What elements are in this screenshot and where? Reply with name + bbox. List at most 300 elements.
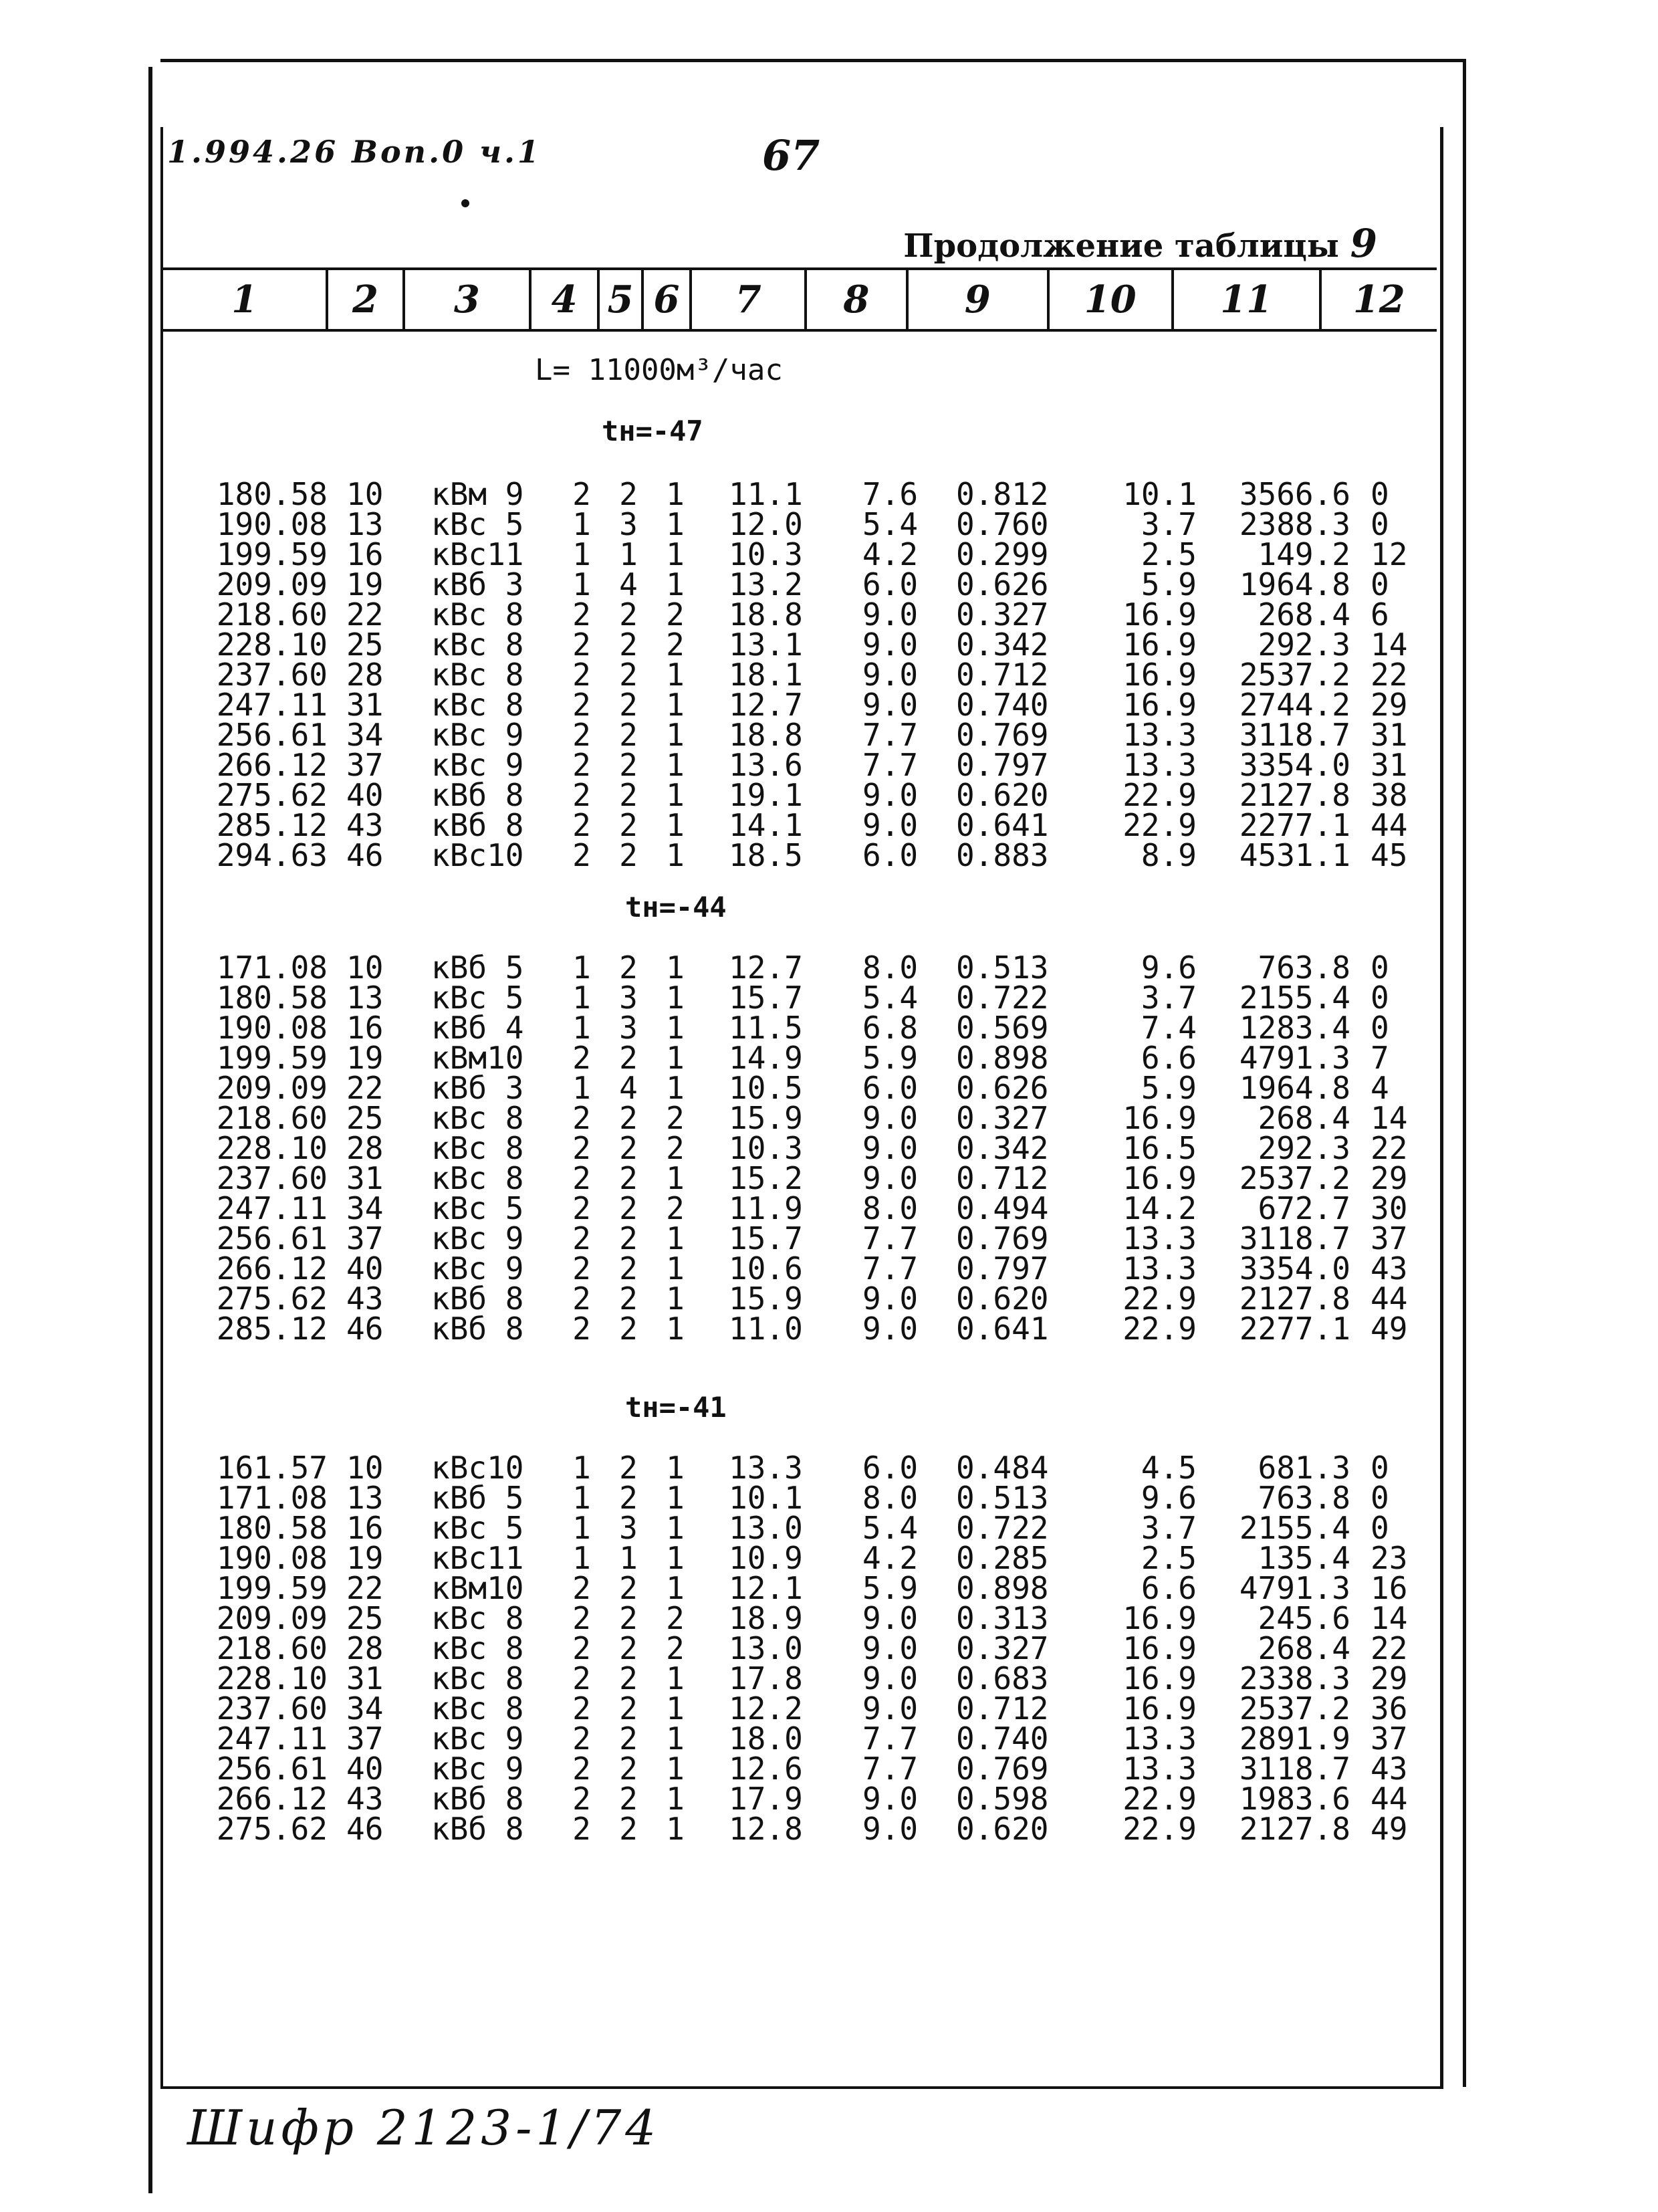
table-cell: 2 xyxy=(619,747,638,783)
table-cell: 14.2 xyxy=(1122,1190,1197,1226)
table-cell: 16 xyxy=(346,1010,384,1046)
table-cell: 1983.6 xyxy=(1239,1781,1350,1817)
table-cell: кВб 5 xyxy=(431,950,524,986)
table-cell: 1 xyxy=(572,980,591,1016)
table-cell: 0.620 xyxy=(956,1811,1049,1847)
table-cell: 1 xyxy=(572,950,591,986)
table-cell: 1 xyxy=(666,1311,685,1347)
table-cell: 2537.2 xyxy=(1239,1160,1350,1196)
table-cell: 2 xyxy=(619,837,638,873)
table-row xyxy=(201,1630,1417,1666)
table-cell: 190.08 xyxy=(216,506,328,542)
table-cell: 7.7 xyxy=(862,1220,919,1256)
table-cell: 9.0 xyxy=(862,1281,919,1317)
table-cell: кВс 9 xyxy=(431,1250,524,1287)
table-cell: 8.9 xyxy=(1141,837,1197,873)
table-cell: 0.769 xyxy=(956,1751,1049,1787)
table-cell: 1 xyxy=(666,1570,685,1606)
table-cell: 40 xyxy=(346,1751,384,1787)
table-cell: 25 xyxy=(346,1100,384,1136)
table-cell: 2 xyxy=(619,1600,638,1636)
table-cell: 23 xyxy=(1371,1540,1408,1576)
table-cell: 37 xyxy=(346,1220,384,1256)
table-cell: 18.1 xyxy=(729,657,803,693)
column-header: 12 xyxy=(1352,278,1405,322)
table-row xyxy=(201,1600,1417,1636)
table-cell: 0.513 xyxy=(956,1480,1049,1516)
table-cell: 10.3 xyxy=(729,1130,803,1166)
table-row xyxy=(201,747,1417,783)
table-cell: кВб 8 xyxy=(431,1811,524,1847)
table-cell: 22.9 xyxy=(1122,807,1197,843)
table-cell: 18.0 xyxy=(729,1721,803,1757)
ink-speck xyxy=(461,199,469,207)
table-cell: 0.712 xyxy=(956,1690,1049,1727)
table-cell: 1 xyxy=(666,657,685,693)
table-cell: 763.8 xyxy=(1258,950,1350,986)
table-cell: 2 xyxy=(572,1160,591,1196)
table-cell: 4 xyxy=(619,1070,638,1106)
table-cell: 1 xyxy=(666,1250,685,1287)
table-cell: кВс 8 xyxy=(431,1690,524,1727)
table-cell: 2 xyxy=(619,1811,638,1847)
table-cell: 9.0 xyxy=(862,1781,919,1817)
table-cell: кВс 8 xyxy=(431,1160,524,1196)
table-cell: 2 xyxy=(619,1281,638,1317)
table-cell: кВб 8 xyxy=(431,1281,524,1317)
table-cell: 228.10 xyxy=(216,1130,328,1166)
table-cell: 19.1 xyxy=(729,777,803,813)
continuation-title-text: Продолжение таблицы xyxy=(903,227,1339,265)
table-cell: кВс 9 xyxy=(431,1220,524,1256)
table-cell: 2 xyxy=(572,476,591,512)
table-cell: 3118.7 xyxy=(1239,717,1350,753)
airflow-label: L= 11000м³/час xyxy=(535,353,783,387)
table-cell: 17.9 xyxy=(729,1781,803,1817)
table-cell: кВс 5 xyxy=(431,980,524,1016)
table-cell: 0 xyxy=(1371,1510,1389,1546)
table-cell: 2 xyxy=(619,777,638,813)
table-cell: 14.1 xyxy=(729,807,803,843)
table-cell: 37 xyxy=(346,747,384,783)
table-cell: 13 xyxy=(346,980,384,1016)
table-cell: 5.4 xyxy=(862,506,919,542)
table-cell: 5.9 xyxy=(862,1570,919,1606)
table-cell: 3118.7 xyxy=(1239,1220,1350,1256)
table-cell: 1283.4 xyxy=(1239,1010,1350,1046)
table-cell: 13.6 xyxy=(729,747,803,783)
table-cell: 44 xyxy=(1371,807,1408,843)
table-cell: 15.9 xyxy=(729,1281,803,1317)
table-cell: 266.12 xyxy=(216,747,328,783)
table-cell: 13.3 xyxy=(1122,1721,1197,1757)
table-cell: 2 xyxy=(572,777,591,813)
page-number: 67 xyxy=(762,131,820,180)
table-cell: 0.626 xyxy=(956,566,1049,602)
table-cell: 14 xyxy=(1371,1100,1408,1136)
table-cell: 2 xyxy=(572,596,591,633)
table-cell: 1 xyxy=(666,1281,685,1317)
table-cell: 3354.0 xyxy=(1239,747,1350,783)
table-cell: 22 xyxy=(1371,1130,1408,1166)
table-cell: 2537.2 xyxy=(1239,1690,1350,1727)
table-cell: 10 xyxy=(346,1450,384,1486)
column-header: 6 xyxy=(644,270,693,329)
table-cell: 2 xyxy=(572,1721,591,1757)
table-cell: 2 xyxy=(619,1630,638,1666)
table-cell: 49 xyxy=(1371,1811,1408,1847)
table-cell: 1 xyxy=(666,807,685,843)
table-cell: 7.7 xyxy=(862,1250,919,1287)
table-cell: 11.5 xyxy=(729,1010,803,1046)
table-cell: 46 xyxy=(346,1811,384,1847)
table-row xyxy=(201,837,1417,873)
table-cell: 2 xyxy=(666,627,685,663)
table-cell: 14 xyxy=(1371,1600,1408,1636)
table-cell: 0.883 xyxy=(956,837,1049,873)
table-cell: 12 xyxy=(1371,536,1408,572)
table-cell: 2 xyxy=(666,1630,685,1666)
table-cell: 0.797 xyxy=(956,747,1049,783)
table-cell: 34 xyxy=(346,1690,384,1727)
table-cell: 10.3 xyxy=(729,536,803,572)
table-cell: 7.4 xyxy=(1141,1010,1197,1046)
table-cell: 247.11 xyxy=(216,687,328,723)
table-cell: 3.7 xyxy=(1141,980,1197,1016)
table-cell: 29 xyxy=(1371,1660,1408,1696)
table-cell: 4531.1 xyxy=(1239,837,1350,873)
table-cell: 10 xyxy=(346,476,384,512)
table-cell: 209.09 xyxy=(216,566,328,602)
table-cell: 2 xyxy=(619,807,638,843)
table-cell: кВс10 xyxy=(431,837,524,873)
table-cell: 13 xyxy=(346,1480,384,1516)
continuation-title xyxy=(903,221,1377,266)
table-cell: 2 xyxy=(666,1130,685,1166)
table-cell: 15.9 xyxy=(729,1100,803,1136)
table-cell: 16.9 xyxy=(1122,1100,1197,1136)
table-cell: 12.1 xyxy=(729,1570,803,1606)
table-cell: 9.0 xyxy=(862,1311,919,1347)
table-cell: 2 xyxy=(572,1190,591,1226)
table-cell: 4791.3 xyxy=(1239,1570,1350,1606)
table-cell: 0.641 xyxy=(956,807,1049,843)
table-cell: кВб 8 xyxy=(431,777,524,813)
table-cell: 2 xyxy=(619,1781,638,1817)
table-cell: 19 xyxy=(346,1540,384,1576)
table-cell: 2155.4 xyxy=(1239,980,1350,1016)
column-header: 1 xyxy=(163,270,328,329)
document-code: Шифр 2123-1/74 xyxy=(187,2100,661,2156)
table-cell: 0.769 xyxy=(956,717,1049,753)
table-cell: 2 xyxy=(666,1100,685,1136)
table-cell: 2 xyxy=(619,476,638,512)
table-cell: 218.60 xyxy=(216,596,328,633)
table-cell: 2744.2 xyxy=(1239,687,1350,723)
table-cell: 4.2 xyxy=(862,536,919,572)
table-cell: 13.0 xyxy=(729,1630,803,1666)
table-cell: 16 xyxy=(1371,1570,1408,1606)
table-cell: 2.5 xyxy=(1141,1540,1197,1576)
table-cell: 2127.8 xyxy=(1239,777,1350,813)
table-row xyxy=(201,1450,1417,1486)
table-cell: 2 xyxy=(572,1751,591,1787)
table-cell: 0.484 xyxy=(956,1450,1049,1486)
table-cell: 43 xyxy=(1371,1250,1408,1287)
table-cell: кВс 8 xyxy=(431,596,524,633)
table-cell: 40 xyxy=(346,1250,384,1287)
table-cell: 1 xyxy=(666,536,685,572)
table-cell: 22 xyxy=(346,1570,384,1606)
table-cell: 161.57 xyxy=(216,1450,328,1486)
table-cell: 1 xyxy=(666,777,685,813)
table-cell: 31 xyxy=(1371,747,1408,783)
table-cell: 16.5 xyxy=(1122,1130,1197,1166)
table-cell: 44 xyxy=(1371,1281,1408,1317)
table-cell: 6 xyxy=(1371,596,1389,633)
table-cell: 247.11 xyxy=(216,1190,328,1226)
table-cell: 9.0 xyxy=(862,657,919,693)
table-cell: 292.3 xyxy=(1258,1130,1350,1166)
table-cell: кВм10 xyxy=(431,1040,524,1076)
table-cell: 294.63 xyxy=(216,837,328,873)
table-row xyxy=(201,777,1417,813)
table-cell: 268.4 xyxy=(1258,1100,1350,1136)
table-cell: 0 xyxy=(1371,566,1389,602)
table-cell: кВб 8 xyxy=(431,807,524,843)
table-cell: 3.7 xyxy=(1141,1510,1197,1546)
table-cell: 2 xyxy=(619,1250,638,1287)
table-cell: 1 xyxy=(572,536,591,572)
table-row xyxy=(201,627,1417,663)
table-row xyxy=(201,1311,1417,1347)
table-cell: 2 xyxy=(619,1660,638,1696)
table-cell: 2155.4 xyxy=(1239,1510,1350,1546)
table-row xyxy=(201,1220,1417,1256)
table-cell: 1 xyxy=(666,1480,685,1516)
table-cell: 1 xyxy=(619,1540,638,1576)
table-cell: 0.683 xyxy=(956,1660,1049,1696)
table-cell: 2 xyxy=(572,1311,591,1347)
table-cell: 7.7 xyxy=(862,1721,919,1757)
table-cell: 1 xyxy=(666,476,685,512)
table-cell: 0.327 xyxy=(956,596,1049,633)
table-cell: 9.6 xyxy=(1141,1480,1197,1516)
table-cell: 0.342 xyxy=(956,1130,1049,1166)
table-cell: 2 xyxy=(666,1190,685,1226)
table-cell: 22 xyxy=(346,596,384,633)
table-cell: 2 xyxy=(572,627,591,663)
table-cell: 5.9 xyxy=(862,1040,919,1076)
table-cell: 9.0 xyxy=(862,687,919,723)
table-cell: 3354.0 xyxy=(1239,1250,1350,1287)
table-cell: 3118.7 xyxy=(1239,1751,1350,1787)
table-row xyxy=(201,950,1417,986)
table-cell: 13.3 xyxy=(1122,717,1197,753)
table-cell: 1 xyxy=(572,506,591,542)
table-cell: 2 xyxy=(619,627,638,663)
table-cell: 12.7 xyxy=(729,687,803,723)
table-cell: 218.60 xyxy=(216,1630,328,1666)
table-cell: 1 xyxy=(666,1070,685,1106)
table-cell: 1 xyxy=(572,1540,591,1576)
table-cell: 3566.6 xyxy=(1239,476,1350,512)
table-cell: 1 xyxy=(666,1690,685,1727)
table-cell: 37 xyxy=(346,1721,384,1757)
table-cell: 180.58 xyxy=(216,476,328,512)
table-cell: 1 xyxy=(666,1040,685,1076)
table-cell: 256.61 xyxy=(216,1220,328,1256)
table-cell: 1 xyxy=(666,506,685,542)
table-cell: 256.61 xyxy=(216,717,328,753)
table-row xyxy=(201,476,1417,512)
table-cell: 10.6 xyxy=(729,1250,803,1287)
table-cell: 13.3 xyxy=(1122,1220,1197,1256)
table-cell: кВс 9 xyxy=(431,747,524,783)
table-cell: 15.7 xyxy=(729,980,803,1016)
table-cell: 2891.9 xyxy=(1239,1721,1350,1757)
table-cell: 0.712 xyxy=(956,1160,1049,1196)
table-cell: 40 xyxy=(346,777,384,813)
column-header: 5 xyxy=(600,270,643,329)
table-cell: 199.59 xyxy=(216,1040,328,1076)
table-cell: 266.12 xyxy=(216,1250,328,1287)
table-cell: 228.10 xyxy=(216,1660,328,1696)
table-cell: 0 xyxy=(1371,506,1389,542)
table-cell: 1 xyxy=(666,1811,685,1847)
table-row xyxy=(201,1540,1417,1576)
table-cell: 2 xyxy=(572,1220,591,1256)
table-cell: кВс 8 xyxy=(431,657,524,693)
table-cell: 149.2 xyxy=(1258,536,1350,572)
table-cell: 0.898 xyxy=(956,1040,1049,1076)
table-cell: 0.494 xyxy=(956,1190,1049,1226)
table-cell: 763.8 xyxy=(1258,1480,1350,1516)
table-cell: 7.6 xyxy=(862,476,919,512)
table-cell: 2338.3 xyxy=(1239,1660,1350,1696)
table-cell: 2 xyxy=(572,807,591,843)
table-cell: 0.760 xyxy=(956,506,1049,542)
table-cell: 672.7 xyxy=(1258,1190,1350,1226)
table-cell: 16.9 xyxy=(1122,1600,1197,1636)
table-cell: 11.9 xyxy=(729,1190,803,1226)
table-cell: 0.569 xyxy=(956,1010,1049,1046)
table-cell: 199.59 xyxy=(216,1570,328,1606)
table-cell: кВб 4 xyxy=(431,1010,524,1046)
table-cell: 2 xyxy=(619,1190,638,1226)
table-cell: 2 xyxy=(572,1040,591,1076)
table-cell: 49 xyxy=(1371,1311,1408,1347)
table-cell: кВб 8 xyxy=(431,1781,524,1817)
table-cell: кВб 3 xyxy=(431,1070,524,1106)
column-header: 3 xyxy=(405,270,531,329)
table-cell: 135.4 xyxy=(1258,1540,1350,1576)
group-label: tн=-47 xyxy=(602,415,703,447)
table-cell: 9.0 xyxy=(862,807,919,843)
table-cell: 3 xyxy=(619,1010,638,1046)
table-cell: 2 xyxy=(572,837,591,873)
table-cell: 171.08 xyxy=(216,1480,328,1516)
table-cell: 19 xyxy=(346,1040,384,1076)
table-cell: 2 xyxy=(619,1040,638,1076)
table-cell: 7.7 xyxy=(862,747,919,783)
table-cell: 4.5 xyxy=(1141,1450,1197,1486)
table-cell: 4 xyxy=(1371,1070,1389,1106)
table-cell: 25 xyxy=(346,627,384,663)
table-number: 9 xyxy=(1350,221,1377,266)
table-cell: 0 xyxy=(1371,950,1389,986)
table-cell: 268.4 xyxy=(1258,596,1350,633)
table-cell: 2 xyxy=(619,657,638,693)
table-cell: 2 xyxy=(572,1690,591,1727)
table-cell: 245.6 xyxy=(1258,1600,1350,1636)
table-cell: 6.6 xyxy=(1141,1570,1197,1606)
table-cell: 1 xyxy=(666,1220,685,1256)
column-header: 2 xyxy=(328,270,404,329)
table-cell: 237.60 xyxy=(216,1160,328,1196)
table-cell: 34 xyxy=(346,1190,384,1226)
table-cell: 12.8 xyxy=(729,1811,803,1847)
table-cell: кВс 8 xyxy=(431,1600,524,1636)
table-cell: 8.0 xyxy=(862,950,919,986)
table-cell: 2 xyxy=(572,1100,591,1136)
table-cell: кВм10 xyxy=(431,1570,524,1606)
table-cell: 10.5 xyxy=(729,1070,803,1106)
table-cell: 12.6 xyxy=(729,1751,803,1787)
table-cell: 1 xyxy=(666,1450,685,1486)
group-label: tн=-41 xyxy=(625,1391,727,1424)
table-cell: 2 xyxy=(572,1570,591,1606)
table-row xyxy=(201,1660,1417,1696)
table-cell: 0 xyxy=(1371,1450,1389,1486)
table-cell: 2 xyxy=(619,1130,638,1166)
table-cell: 0 xyxy=(1371,980,1389,1016)
table-cell: 12.2 xyxy=(729,1690,803,1727)
table-row xyxy=(201,1480,1417,1516)
table-cell: 9.0 xyxy=(862,1811,919,1847)
table-row xyxy=(201,1510,1417,1546)
table-cell: 2 xyxy=(619,1311,638,1347)
table-cell: 16.9 xyxy=(1122,687,1197,723)
table-cell: 14.9 xyxy=(729,1040,803,1076)
table-cell: 16 xyxy=(346,1510,384,1546)
table-cell: 6.8 xyxy=(862,1010,919,1046)
table-cell: 2 xyxy=(619,1721,638,1757)
table-cell: 0.740 xyxy=(956,1721,1049,1757)
table-cell: 1 xyxy=(666,1540,685,1576)
table-cell: 11.1 xyxy=(729,476,803,512)
table-cell: 1 xyxy=(666,1160,685,1196)
table-cell: кВс 9 xyxy=(431,1721,524,1757)
table-cell: 285.12 xyxy=(216,1311,328,1347)
table-row xyxy=(201,1070,1417,1106)
column-header: 9 xyxy=(909,270,1050,329)
table-cell: 0.327 xyxy=(956,1630,1049,1666)
table-cell: 13.3 xyxy=(1122,1751,1197,1787)
table-cell: кВб 8 xyxy=(431,1311,524,1347)
handwritten-reference: 1.994.26 Воп.0 ч.1 xyxy=(167,134,542,170)
table-cell: 16.9 xyxy=(1122,596,1197,633)
table-cell: кВс 5 xyxy=(431,1190,524,1226)
table-cell: 2 xyxy=(572,1630,591,1666)
table-cell: 29 xyxy=(1371,687,1408,723)
table-cell: 18.9 xyxy=(729,1600,803,1636)
table-cell: 275.62 xyxy=(216,1281,328,1317)
table-cell: 2 xyxy=(572,717,591,753)
table-cell: 16.9 xyxy=(1122,1660,1197,1696)
table-cell: 190.08 xyxy=(216,1010,328,1046)
table-cell: 9.0 xyxy=(862,1660,919,1696)
